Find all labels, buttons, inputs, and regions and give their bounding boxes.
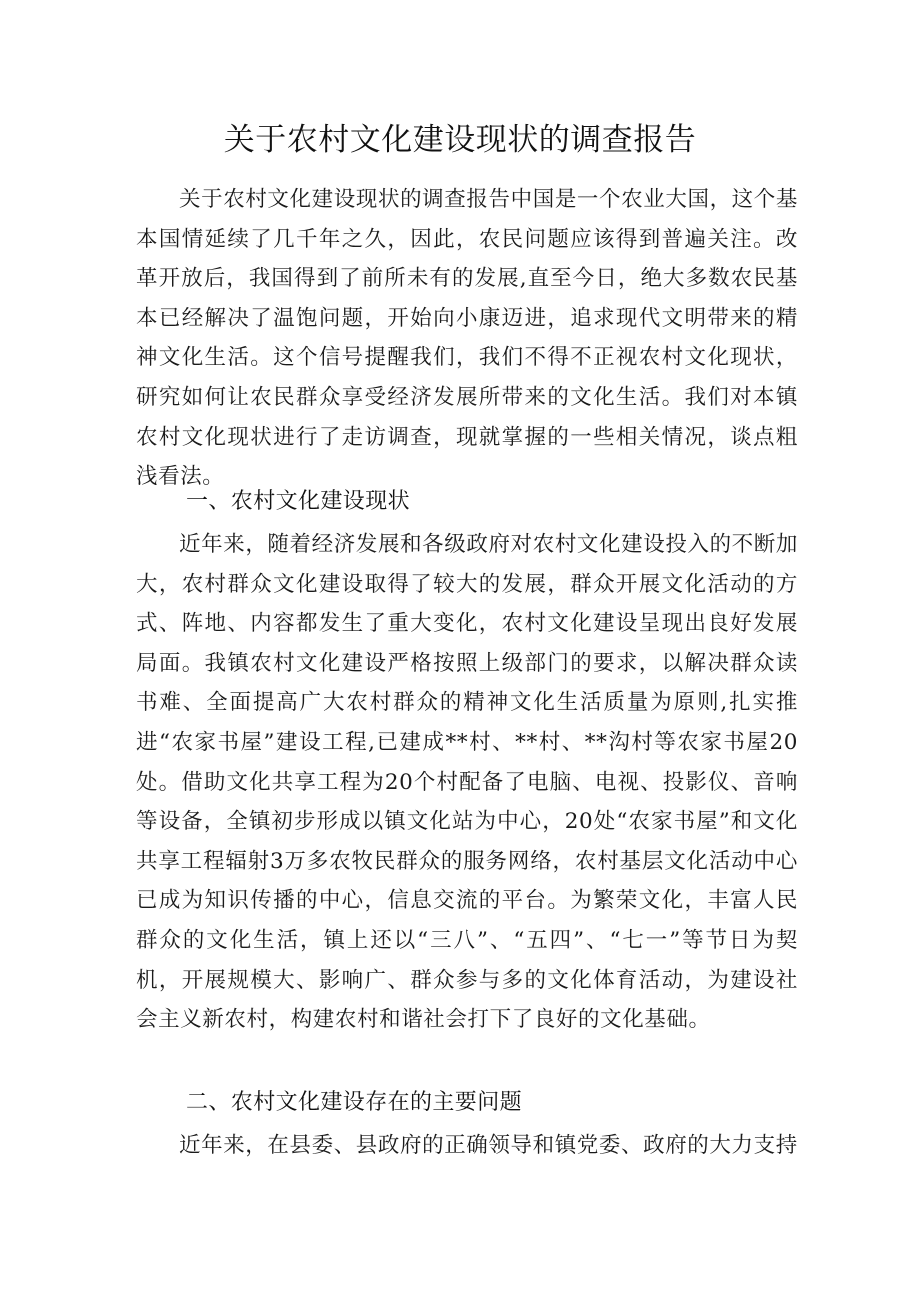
section-paragraph-current-status: 近年来，随着经济发展和各级政府对农村文化建设投入的不断加大，农村群众文化建设取得了较大的发展，群众开展文化活动的方式、阵地、内容都发生了重大变化，农村文化建设呈现出良好发展局面。我镇农村文化建设严格按照上级部门的要求，以解决群众读书难、全面提高广大农村群众的精神文化生活质量为原则,扎实推进“农家书屋”建设工程,已建成**村、**村、**沟村等农家书屋20处。借助文化共享工程为20个村配备了电脑、电视、投影仪、音响等设备，全镇初步形成以镇文化站为中心，20处“农家书屋”和文化共享工程辐射3万多农牧民群众的服务网络，农村基层文化活动中心已成为知识传播的中心，信息交流的平台。为繁荣文化，丰富人民群众的文化生活，镇上还以“三八”、“五四”、“七一”等节日为契机，开展规模大、影响广、群众参与多的文化体育活动，为建设社会主义新农村，构建农村和谐社会打下了良好的文化基础。 xyxy=(136,532,798,1033)
section-heading-current-status: 一、农村文化建设现状 xyxy=(186,489,411,514)
document-title: 关于农村文化建设现状的调查报告 xyxy=(223,122,697,158)
intro-paragraph: 关于农村文化建设现状的调查报告中国是一个农业大国，这个基本国情延续了几千年之久，因此，农民问题应该得到普遍关注。改革开放后，我国得到了前所未有的发展,直至今日，绝大多数农民基本已经解决了温饱问题，开始向小康迈进，追求现代文明带来的精神文化生活。这个信号提醒我们，我们不得不正视农村文化现状，研究如何让农民群众享受经济发展所带来的文化生活。我们对本镇农村文化现状进行了走访调查，现就掌握的一些相关情况，谈点粗浅看法。 xyxy=(136,187,798,490)
section-paragraph-main-problems: 近年来，在县委、县政府的正确领导和镇党委、政府的大力支持 xyxy=(179,1133,798,1158)
section-heading-main-problems: 二、农村文化建设存在的主要问题 xyxy=(186,1090,523,1115)
